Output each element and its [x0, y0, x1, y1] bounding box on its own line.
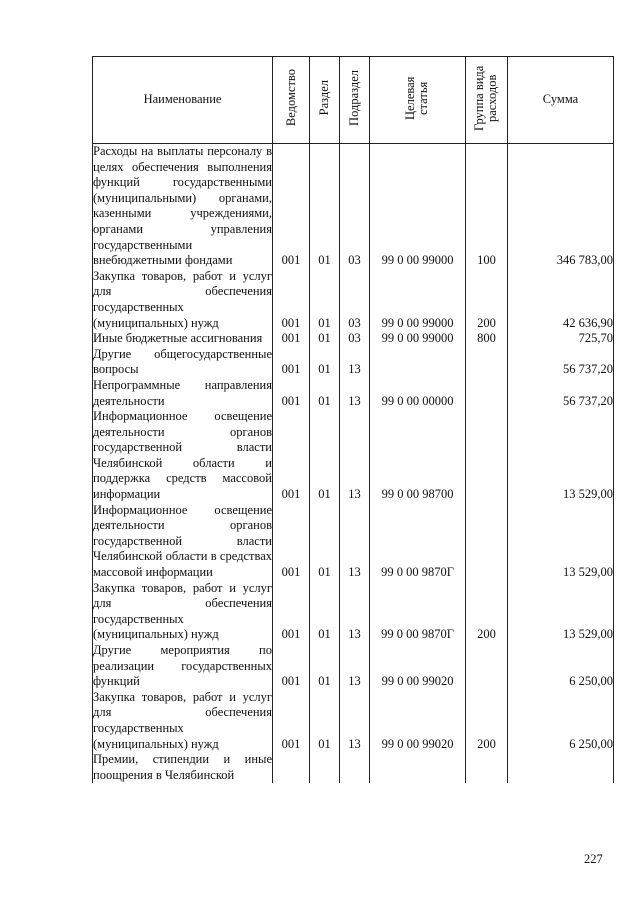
col-header-sum: Сумма: [508, 57, 614, 144]
row-department: 001: [273, 643, 310, 690]
row-target-article: [370, 347, 466, 378]
row-section: 01: [310, 503, 340, 581]
row-target-article: 99 0 00 00000: [370, 378, 466, 409]
row-sum: 42 636,90: [508, 269, 614, 331]
row-name: Информационное освещение деятельности органов государственной власти Челябинской области и поддержка средств массовой информации: [93, 409, 272, 502]
row-target-article: [370, 752, 466, 783]
row-sum: 56 737,20: [508, 378, 614, 409]
row-target-article: 99 0 00 99020: [370, 690, 466, 752]
row-name: Непрограммные направления деятельности: [93, 377, 272, 408]
row-section: 01: [310, 643, 340, 690]
row-sum: 13 529,00: [508, 503, 614, 581]
table-row: [93, 503, 614, 581]
row-expense-group: [466, 409, 508, 503]
row-subsection: 03: [340, 144, 370, 269]
table-body: [93, 144, 614, 784]
row-department: 001: [273, 503, 310, 581]
col-header-name: Наименование: [93, 57, 273, 144]
row-section: 01: [310, 378, 340, 409]
row-section: 01: [310, 144, 340, 269]
col-header-expense-group: Группа вида расходов: [466, 57, 508, 144]
table-row: [93, 581, 614, 643]
row-department: 001: [273, 269, 310, 331]
table-row: [93, 752, 614, 783]
row-subsection: 13: [340, 503, 370, 581]
table-row: [93, 643, 614, 690]
row-name: Закупка товаров, работ и услуг для обеспечения государственных (муниципальных) нужд: [93, 580, 272, 642]
row-sum: 6 250,00: [508, 643, 614, 690]
row-department: 001: [273, 331, 310, 347]
row-sum: 6 250,00: [508, 690, 614, 752]
row-sum: 56 737,20: [508, 347, 614, 378]
row-expense-group: [466, 643, 508, 690]
row-expense-group: 200: [466, 690, 508, 752]
row-subsection: 13: [340, 378, 370, 409]
row-name: Иные бюджетные ассигнования: [93, 331, 273, 347]
row-target-article: 99 0 00 99000: [370, 144, 466, 269]
row-section: 01: [310, 581, 340, 643]
row-expense-group: [466, 378, 508, 409]
table-row: [93, 269, 614, 331]
row-sum: 346 783,00: [508, 144, 614, 269]
row-subsection: 13: [340, 347, 370, 378]
page-number: 227: [584, 852, 603, 866]
row-subsection: 13: [340, 409, 370, 503]
row-target-article: 99 0 00 99020: [370, 643, 466, 690]
row-department: 001: [273, 347, 310, 378]
row-expense-group: [466, 752, 508, 783]
row-target-article: 99 0 00 99000: [370, 331, 466, 347]
row-expense-group: 100: [466, 144, 508, 269]
row-target-article: 99 0 00 98700: [370, 409, 466, 503]
row-subsection: 13: [340, 581, 370, 643]
row-sum: [508, 752, 614, 783]
table-row: [93, 409, 614, 503]
table-row: [93, 144, 614, 269]
row-expense-group: [466, 347, 508, 378]
row-department: 001: [273, 690, 310, 752]
row-name: Премии, стипендии и иные поощрения в Челябинской: [93, 752, 272, 782]
row-target-article: 99 0 00 9870Г: [370, 503, 466, 581]
row-department: 001: [273, 581, 310, 643]
header-row: [93, 57, 614, 144]
col-header-section: Раздел: [310, 57, 340, 144]
row-sum: 13 529,00: [508, 409, 614, 503]
row-sum: 13 529,00: [508, 581, 614, 643]
row-subsection: 13: [340, 690, 370, 752]
row-name: Закупка товаров, работ и услуг для обеспечения государственных (муниципальных) нужд: [93, 689, 272, 751]
row-department: 001: [273, 409, 310, 503]
budget-table: [92, 56, 614, 783]
row-expense-group: 200: [466, 269, 508, 331]
row-target-article: 99 0 00 9870Г: [370, 581, 466, 643]
row-expense-group: 800: [466, 331, 508, 347]
row-section: [310, 752, 340, 783]
row-subsection: [340, 752, 370, 783]
row-subsection: 03: [340, 331, 370, 347]
row-department: [273, 752, 310, 783]
table-row: [93, 378, 614, 409]
row-name: Другие мероприятия по реализации государственных функций: [93, 643, 272, 689]
table-row: [93, 347, 614, 378]
row-name: Расходы на выплаты персоналу в целях обеспечения выполнения функций государственными (муниципальными) органами, казенными учреждениями, органами управления государственными внебюджетными фондами: [93, 144, 272, 268]
row-sum: 725,70: [508, 331, 614, 347]
row-expense-group: 200: [466, 581, 508, 643]
table-row: [93, 690, 614, 752]
row-section: 01: [310, 409, 340, 503]
row-section: 01: [310, 269, 340, 331]
row-target-article: 99 0 00 99000: [370, 269, 466, 331]
row-department: 001: [273, 378, 310, 409]
row-section: 01: [310, 331, 340, 347]
row-subsection: 13: [340, 643, 370, 690]
row-subsection: 03: [340, 269, 370, 331]
row-name: Информационное освещение деятельности органов государственной власти Челябинской области в средствах массовой информации: [93, 502, 272, 580]
row-name: Закупка товаров, работ и услуг для обеспечения государственных (муниципальных) нужд: [93, 268, 272, 330]
row-section: 01: [310, 690, 340, 752]
row-department: 001: [273, 144, 310, 269]
col-header-subsection: Подраздел: [340, 57, 370, 144]
col-header-target-article: Целевая статья: [370, 57, 466, 144]
row-expense-group: [466, 503, 508, 581]
row-name: Другие общегосударственные вопросы: [93, 346, 272, 377]
col-header-department: Ведомство: [273, 57, 310, 144]
row-section: 01: [310, 347, 340, 378]
table-row: [93, 331, 614, 347]
